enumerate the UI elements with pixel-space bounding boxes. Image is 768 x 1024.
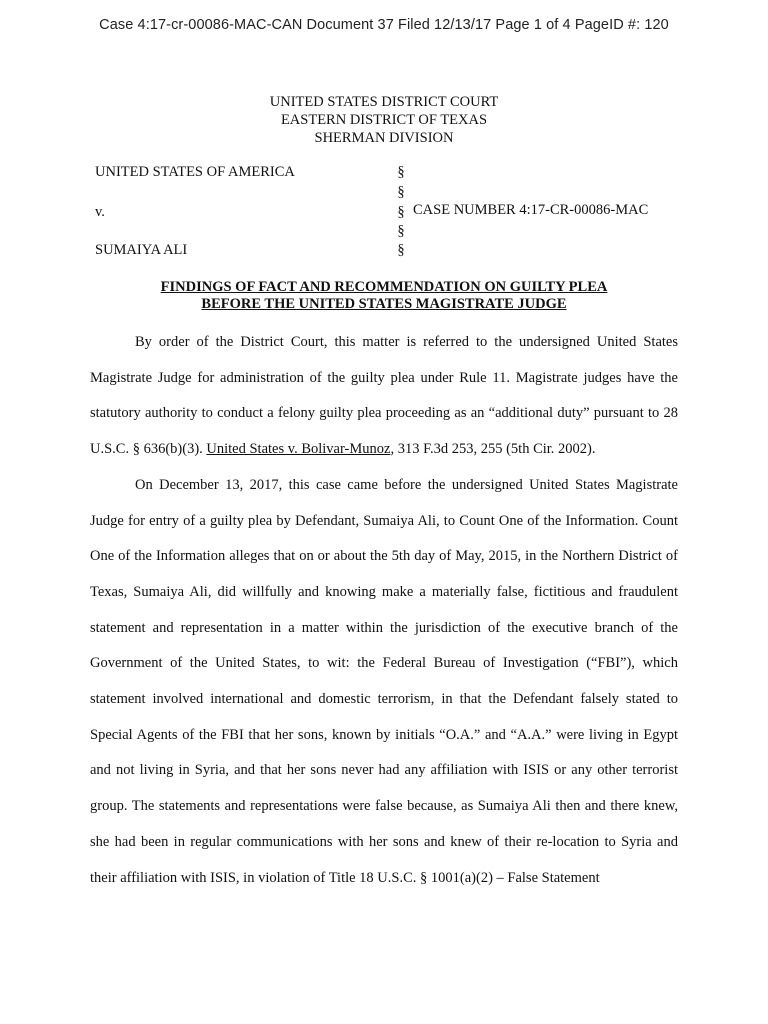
document-body bbox=[90, 325, 678, 896]
case-citation: United States v. Bolivar-Munoz bbox=[206, 441, 391, 458]
versus-label: v. bbox=[95, 204, 105, 220]
section-symbol: § bbox=[397, 223, 405, 239]
document-title bbox=[0, 279, 768, 313]
paragraph-1 bbox=[90, 325, 678, 468]
title-line-2: BEFORE THE UNITED STATES MAGISTRATE JUDGE bbox=[201, 296, 567, 312]
section-symbol: § bbox=[397, 204, 405, 220]
plaintiff-name: UNITED STATES OF AMERICA bbox=[95, 164, 295, 180]
case-number: CASE NUMBER 4:17-CR-00086-MAC bbox=[413, 202, 649, 218]
court-district: EASTERN DISTRICT OF TEXAS bbox=[280, 112, 488, 128]
paragraph-1-cite-tail: , 313 F.3d 253, 255 (5th Cir. 2002). bbox=[390, 441, 596, 458]
court-heading bbox=[0, 93, 768, 147]
paragraph-1-text: By order of the District Court, this matter is referred to the undersigned United States Magistrate Judge for administration of the guilty plea under Rule 11. Magistrate judges have the statutory authority to conduct a felony guilty plea proceeding as an “additional duty” pursuant to 28 U.S.C. § 636(b)(3). bbox=[90, 334, 678, 458]
filing-header-stamp: Case 4:17-cr-00086-MAC-CAN Document 37 Filed 12/13/17 Page 1 of 4 PageID #: 120 bbox=[99, 17, 669, 33]
defendant-name: SUMAIYA ALI bbox=[95, 242, 188, 258]
section-symbol: § bbox=[397, 164, 405, 180]
section-symbol: § bbox=[397, 184, 405, 200]
court-name: UNITED STATES DISTRICT COURT bbox=[269, 94, 499, 110]
section-symbol: § bbox=[397, 242, 405, 258]
title-line-1: FINDINGS OF FACT AND RECOMMENDATION ON GUILTY PLEA bbox=[160, 279, 608, 295]
case-caption bbox=[95, 164, 695, 264]
paragraph-2: On December 13, 2017, this case came before the undersigned United States Magistrate Judge for entry of a guilty plea by Defendant, Sumaiya Ali, to Count One of the Information. Count One of the Information alleges that on or about the 5th day of May, 2015, in the Northern District of Texas, Sumaiya Ali, did willfully and knowing make a materially false, fictitious and fraudulent statement and representation in a matter within the jurisdiction of the executive branch of the Government of the United States, to wit: the Federal Bureau of Investigation (“FBI”), which statement involved international and domestic terrorism, in that the Defendant falsely stated to Special Agents of the FBI that her sons, known by initials “O.A.” and “A.A.” were living in Egypt and not living in Syria, and that her sons never had any affiliation with ISIS or any other terrorist group. The statements and representations were false because, as Sumaiya Ali then and there knew, she had been in regular communications with her sons and knew of their re-location to Syria and their affiliation with ISIS, in violation of Title 18 U.S.C. § 1001(a)(2) – False Statement bbox=[90, 476, 678, 886]
court-division: SHERMAN DIVISION bbox=[314, 130, 454, 146]
